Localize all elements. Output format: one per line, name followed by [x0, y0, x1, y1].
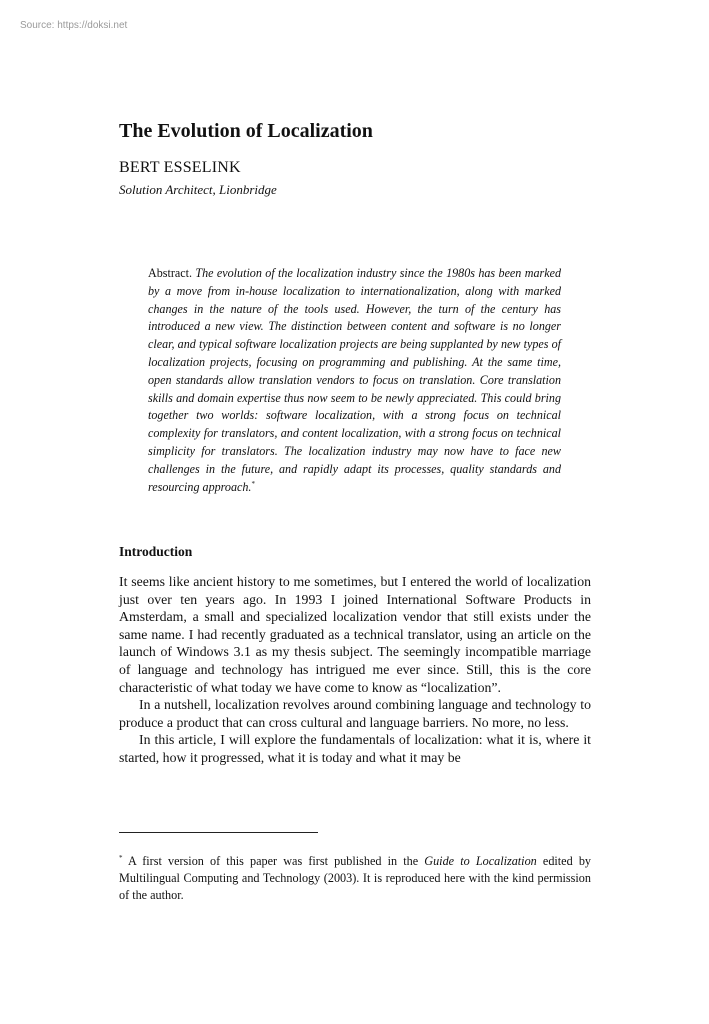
introduction-body: [119, 573, 591, 767]
footnote-text-end: edited by Multilingual Computing and Technology (2003). It is reproduced here with the kind permission of the author.: [119, 854, 592, 902]
footnote-marker: *: [119, 853, 123, 862]
footnote-text-start: A first version of this paper was first published in the: [127, 854, 419, 868]
author-affiliation: Solution Architect, Lionbridge: [119, 182, 277, 197]
abstract-footnote-marker: *: [251, 479, 255, 488]
abstract: [148, 265, 561, 496]
footnote-book-title: Guide to Localization: [424, 854, 537, 868]
paragraph: It seems like ancient history to me sometimes, but I entered the world of localization just over ten years ago. In 1993 I joined International Software Products in Amsterdam, a small and specialized localization vendor that still exists under the same name. I had recently graduated as a technical translator, using an article on the launch of Windows 3.1 as my thesis subject. The seemingly incompatible marriage of language and technology has intrigued me ever since. Still, this is the core characteristic of what today we have come to know as “localization”.: [119, 574, 591, 695]
author-name: BERT ESSELINK: [119, 159, 241, 176]
article-header: [119, 118, 591, 198]
footnote-divider: [119, 832, 318, 833]
source-url-label: Source: https://doksi.net: [20, 20, 128, 31]
section-heading-introduction: Introduction: [119, 544, 193, 559]
paragraph: In this article, I will explore the fundamentals of localization: what it is, where it started, how it progressed, what it is today and what it may be: [119, 732, 591, 765]
article-title: The Evolution of Localization: [119, 120, 373, 142]
abstract-label: Abstract.: [148, 266, 192, 280]
footnote: [119, 853, 591, 904]
paragraph: In a nutshell, localization revolves around combining language and technology to produce a product that can cross cultural and language barriers. No more, no less.: [119, 697, 591, 730]
abstract-body: The evolution of the localization industry since the 1980s has been marked by a move from in-house localization to internationalization, along with marked changes in the nature of the tools used. However, the turn of the century has introduced a new view. The distinction between content and software is no longer clear, and typical software localization projects are being supplanted by new types of localization projects, focusing on programming and publishing. At the same time, open standards allow translation vendors to focus on translation. Core translation skills and domain expertise thus now seem to be newly appreciated. This could bring together two worlds: software localization, with a strong focus on technical complexity for translators, and content localization, with a strong focus on technical simplicity for translators. The localization industry may now have to face new challenges in the future, and rapidly adapt its processes, quality standards and resourcing approach.: [148, 266, 561, 494]
